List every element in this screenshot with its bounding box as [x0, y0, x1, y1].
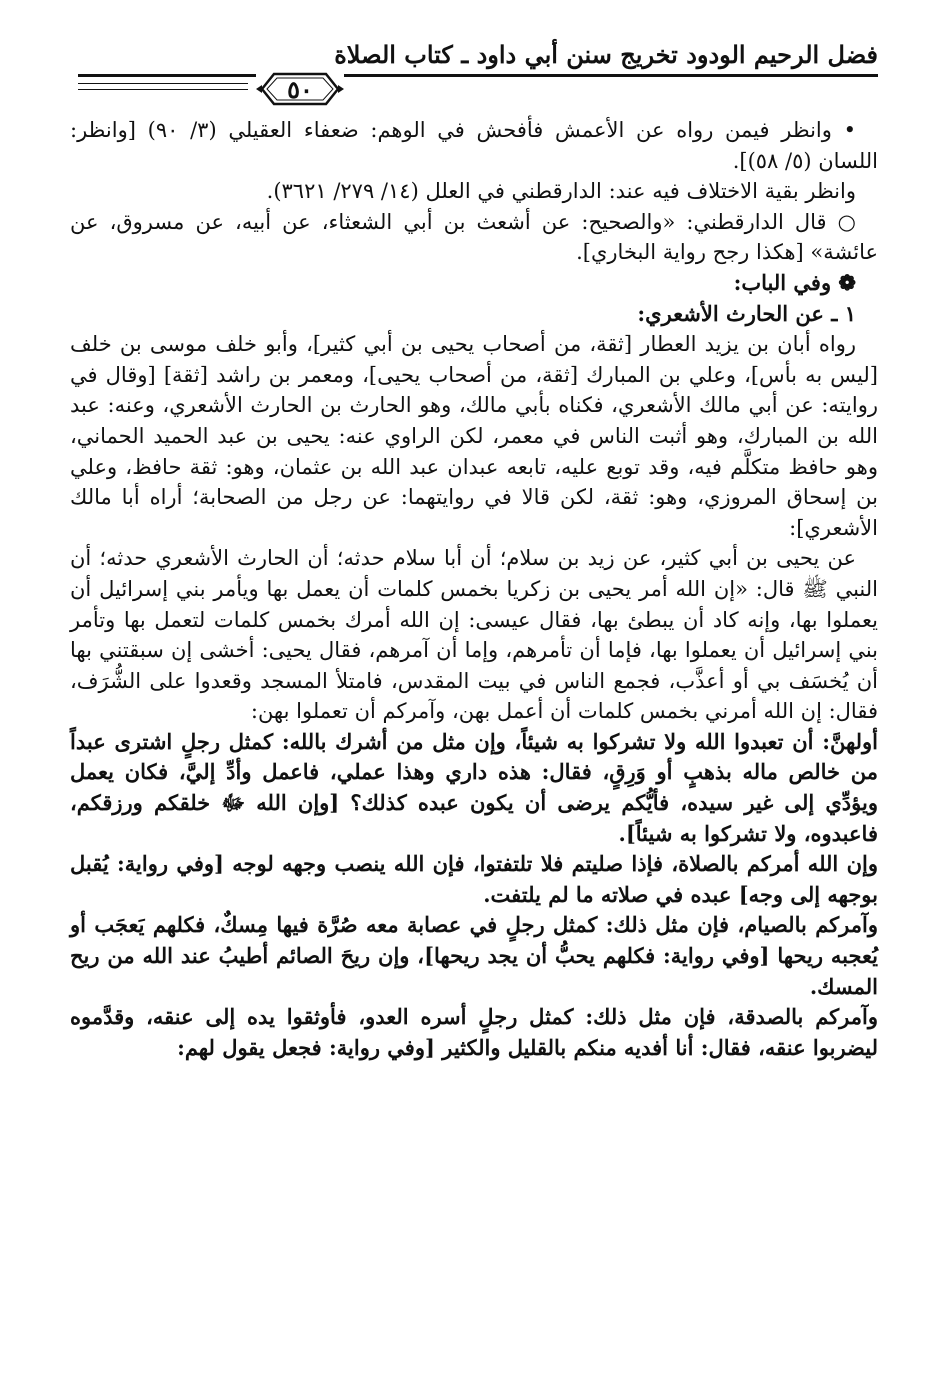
- paragraph: رواه أبان بن يزيد العطار [ثقة، من أصحاب يحيى بن أبي كثير]، وأبو خلف موسى بن خلف [ليس به بأس]، وعلي بن المبارك [ثقة، من أصحاب يحيى]، ومعمر بن راشد [ثقة] [وقال في روايته: عن أبي مالك الأشعري، فكناه بأبي مالك، وهو الحارث بن الحارث الأشعري، وعنه: عبد الله بن المبارك، وهو أثبت الناس في معمر، لكن الراوي عنه: يحيى بن عبد الحميد الحماني، وهو حافظ متكلَّم فيه، وقد توبع عليه، تابعه عبدان عبد الله بن عثمان، وهو: ثقة حافظ، وعلي بن إسحاق المروزي، وهو: ثقة، لكن قالا في روايتهما: عن رجل من الصحابة؛ أراه أبا مالك الأشعري]:: [70, 332, 878, 540]
- paragraph: ○ قال الدارقطني: «والصحيح: عن أشعث بن أبي الشعثاء، عن أبيه، عن مسروق، عن عائشة» [هكذا رجح رواية البخاري].: [70, 209, 878, 265]
- subsection-heading: ١ ـ عن الحارث الأشعري:: [637, 300, 856, 326]
- paragraph: وانظر بقية الاختلاف فيه عند: الدارقطني في العلل (١٤/ ٢٧٩/ ٣٦٢١).: [266, 179, 856, 204]
- running-title: فضل الرحيم الودود تخريج سنن أبي داود ـ كتاب الصلاة: [334, 40, 878, 69]
- header-rule-thin: [78, 89, 248, 90]
- hadith-paragraph: وإن الله أمركم بالصلاة، فإذا صليتم فلا تلتفتوا، فإن الله ينصب وجهه لوجه [وفي رواية: يُقبل بوجهه إلى وجه] عبده في صلاته ما لم يلتفت.: [70, 851, 878, 907]
- page-body: [70, 115, 878, 1063]
- hadith-paragraph: أولهنَّ: أن تعبدوا الله ولا تشركوا به شيئاً، وإن مثل من أشرك بالله: كمثل رجلٍ اشترى عبداً من خالص ماله بذهبٍ أو وَرِقٍ، فقال: هذه داري وهذا عملي، فاعمل وأدِّ إليَّ، فكان يعمل ويؤدِّي إلى غير سيده، فأيُّكم يرضى أن يكون عبده كذلك؟ [وإن الله ﷻ خلقكم ورزقكم، فاعبدوه، ولا تشركوا به شيئاً].: [70, 728, 878, 846]
- hadith-paragraph: وآمركم بالصيام، فإن مثل ذلك: كمثل رجلٍ في عصابة معه صُرَّة فيها مِسكٌ، فكلهم يَعجَب أو يُعجبه ريحها [وفي رواية: فكلهم يحبُّ أن يجد ريحها]، وإن ريحَ الصائم أطيبُ عند الله من ريح المسك.: [70, 912, 878, 999]
- header-rule-thin: [78, 83, 248, 84]
- hadith-paragraph: عن يحيى بن أبي كثير، عن زيد بن سلام؛ أن أبا سلام حدثه؛ أن الحارث الأشعري حدثه؛ أن النبي ﷺ قال: «إن الله أمر يحيى بن زكريا بخمس كلمات أن يعمل بها ويأمر بني إسرائيل أن يعملوا بها، وإنه كاد أن يبطئ بها، فقال عيسى: إن الله أمرك بخمس كلمات لتعمل بها وتأمر بني إسرائيل أن يعملوا بها، فإما أن تأمرهم، وإما أن آمرهم، فقال يحيى: أخشى إن سبقتني بها أن يُخسَف بي أو أعذَّب، فجمع الناس في بيت المقدس، فامتلأ المسجد وقعدوا على الشُّرَف، فقال: إن الله أمرني بخمس كلمات أن أعمل بهن، وآمركم أن تعملوا بهن:: [70, 546, 878, 724]
- header-rule: [78, 74, 878, 77]
- page-number-badge: [256, 70, 344, 108]
- page-number: ٥٠: [287, 74, 313, 104]
- paragraph: • وانظر فيمن رواه عن الأعمش فأفحش في الوهم: ضعفاء العقيلي (٣/ ٩٠) [وانظر: اللسان (٥/ ٥٨)].: [70, 118, 878, 173]
- hadith-paragraph: وآمركم بالصدقة، فإن مثل ذلك: كمثل رجلٍ أسره العدو، فأوثقوا يده إلى عنقه، وقدَّموه ليضربوا عنقه، فقال: أنا أفديه منكم بالقليل والكثير [وفي رواية: فجعل يقول لهم:: [70, 1004, 878, 1060]
- page-header: [78, 38, 878, 108]
- section-heading: ❁ وفي الباب:: [733, 269, 856, 295]
